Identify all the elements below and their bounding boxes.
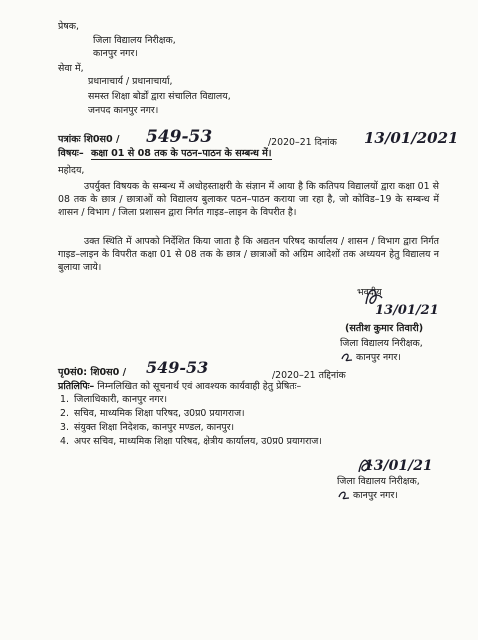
sender-line-1: जिला विद्यालय निरीक्षक, (93, 35, 176, 46)
sender-label: प्रेषक, (58, 21, 79, 32)
ref-prefix: पत्रांकः शि0स0 / (58, 134, 120, 145)
paragraph-1: उपर्युक्त विषयक के सम्बन्ध में अधोहस्ताक्षरी के संज्ञान में आया है कि कतिपय विद्यालयों द्वारा कक्षा 01 से 08 तक के छात्र / छात्राओं को विद्यालय बुलाकर पठन–पाठन कराया जा रहा है, जो कोविड–19 के सम्बन्ध में शासन / विभाग / जिला प्रशासन द्वारा निर्गत गाइड–लाइन के विपरीत है। (58, 181, 439, 219)
list-item: 1. जिलाधिकारी, कानपुर नगर। (60, 394, 168, 405)
list-item: 3. संयुक्त शिक्षा निदेशक, कानपुर मण्डल, कानपुर। (60, 422, 235, 433)
subject-label: विषयः– (58, 148, 84, 159)
recipient-line-1: प्रधानाचार्य / प्रधानाचार्या, (88, 76, 173, 87)
subject-row (58, 148, 272, 160)
copy-row (58, 381, 301, 393)
ref2-year: /2020–21 तद्दिनांक (272, 370, 346, 381)
ref-date-handwritten: 13/01/2021 (364, 129, 459, 147)
signatory-location-2: कानपुर नगर। (353, 490, 398, 501)
subject-text: कक्षा 01 से 08 तक के पठन–पाठन के सम्बन्ध में। (91, 148, 272, 159)
signatory-name: (सतीश कुमार तिवारी) (345, 323, 424, 334)
signatory-location-1: कानपुर नगर। (356, 352, 401, 363)
closing: भवदीय (357, 287, 382, 298)
sender-line-2: कानपुर नगर। (93, 48, 138, 59)
ref2-number-handwritten: 549-53 (146, 358, 209, 377)
copy-label: प्रतिलिपिः– (58, 381, 95, 392)
signatory-designation-1: जिला विद्यालय निरीक्षक, (340, 338, 423, 349)
signatory-designation-2: जिला विद्यालय निरीक्षक, (337, 476, 420, 487)
ref2-prefix: पृ0सं0: शि0स0 / (58, 367, 127, 378)
copy-list (60, 393, 322, 449)
recipient-line-3: जनपद कानपुर नगर। (88, 105, 159, 116)
initial-mark-2 (337, 489, 351, 501)
initial-mark-1 (340, 351, 354, 363)
paragraph-2: उक्त स्थिति में आपको निर्देशित किया जाता है कि अद्यतन परिषद कार्यालय / शासन / विभाग द्वारा निर्गत गाइड–लाइन के विपरीत कक्षा 01 से 08 तक के छात्र / छात्राओं को अग्रिम आदेशों तक अध्ययन हेतु विद्यालय न बुलाया जाये। (58, 236, 439, 274)
signature-date-handwritten-1: 13/01/21 (375, 303, 439, 318)
list-item: 4. अपर सचिव, माध्यमिक शिक्षा परिषद, क्षेत्रीय कार्यालय, उ0प्र0 प्रयागराज। (60, 436, 322, 447)
ref-number-handwritten: 549-53 (146, 127, 213, 147)
list-item: 2. सचिव, माध्यमिक शिक्षा परिषद, उ0प्र0 प्रयागराज। (60, 408, 245, 419)
salutation: महोदय, (58, 165, 85, 176)
signature-date-handwritten-2: 13/01/21 (364, 458, 433, 474)
copy-text: निम्नलिखित को सूचनार्थ एवं आवश्यक कार्यवाही हेतु प्रेषितः– (97, 381, 302, 392)
recipient-label: सेवा में, (58, 63, 84, 74)
ref-year: /2020–21 दिनांक (268, 137, 337, 148)
recipient-line-2: समस्त शिक्षा बोर्डों द्वारा संचालित विद्यालय, (88, 91, 231, 102)
